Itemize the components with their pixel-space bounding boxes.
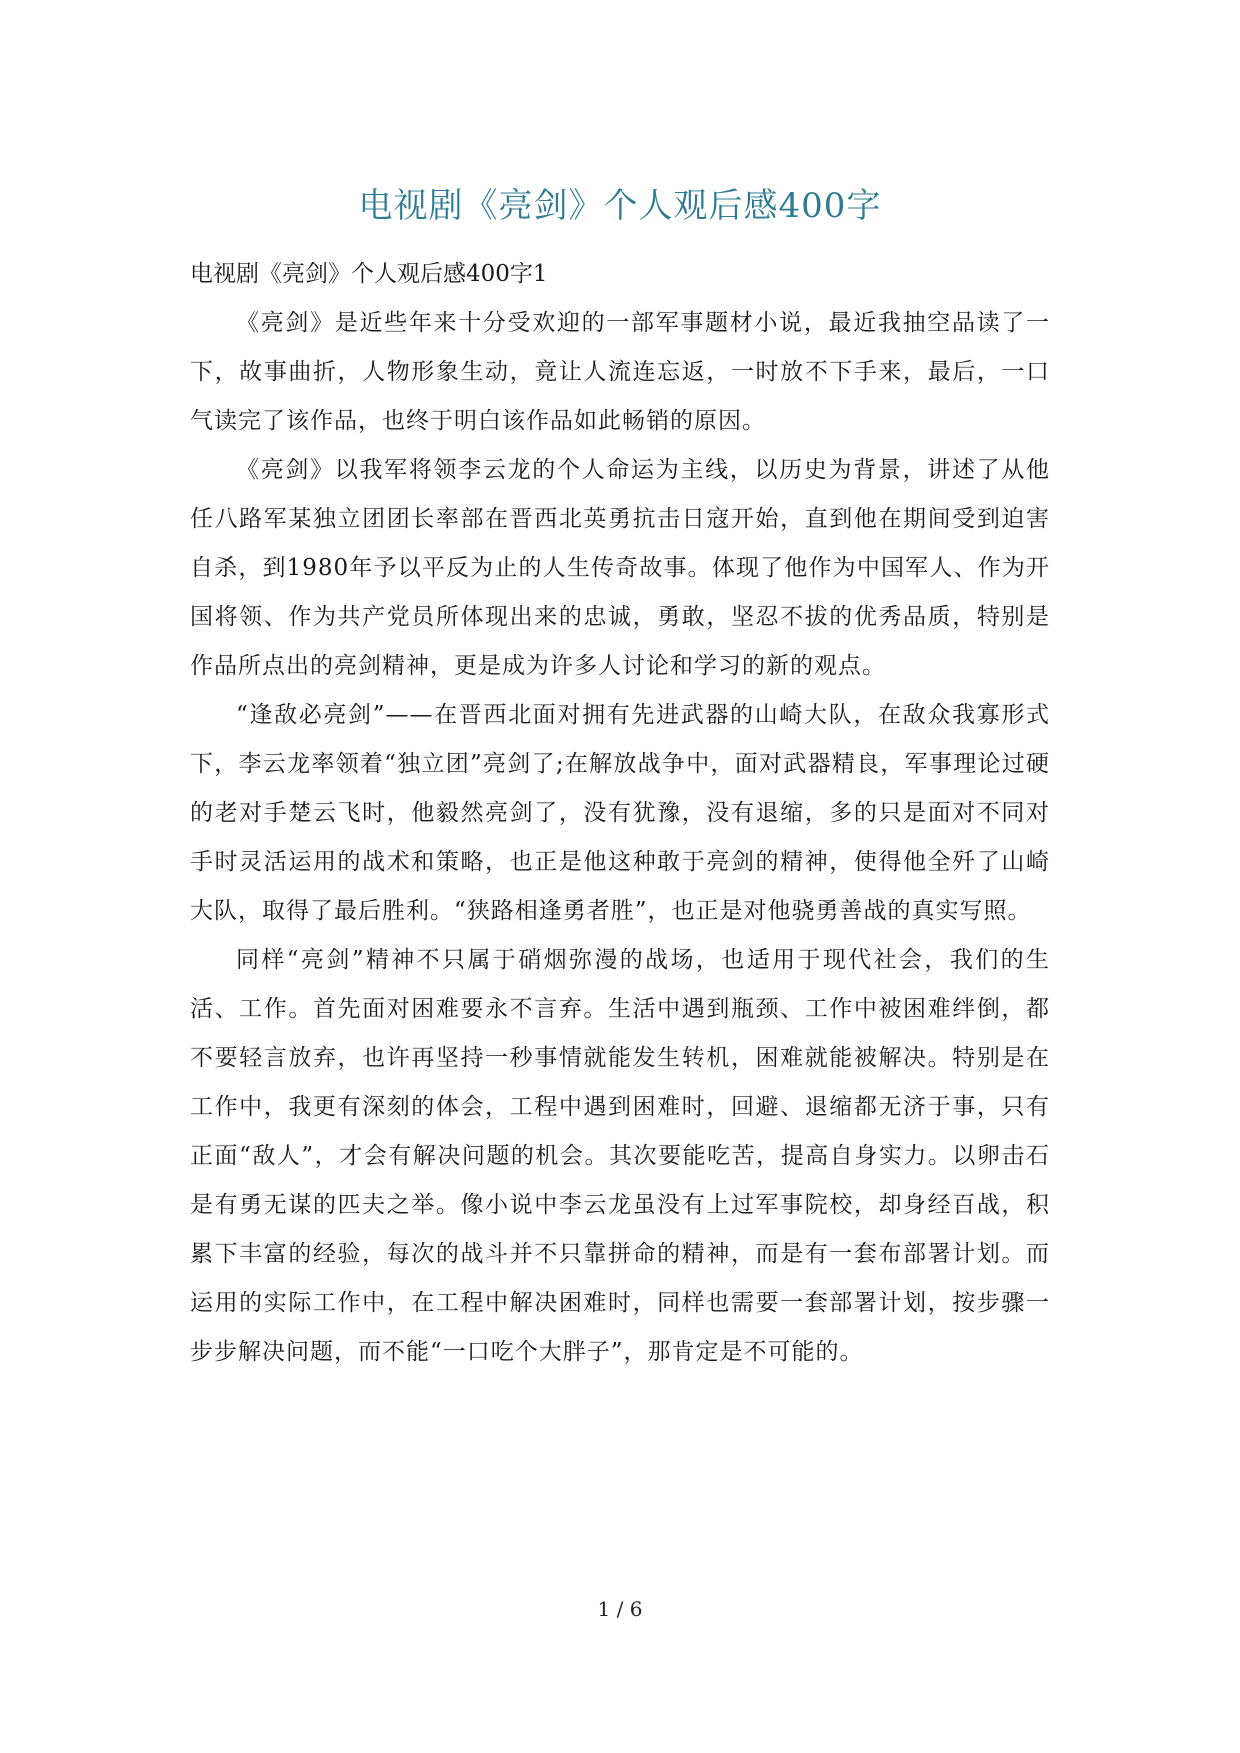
page-number: 1 / 6 <box>597 1597 643 1621</box>
paragraph-4: 同样“亮剑”精神不只属于硝烟弥漫的战场，也适用于现代社会，我们的生活、工作。首先面对困难要永不言弃。生活中遇到瓶颈、工作中被困难绊倒，都不要轻言放弃，也许再坚持一秒事情就能发生转机，困难就能被解决。特别是在工作中，我更有深刻的体会，工程中遇到困难时，回避、退缩都无济于事，只有正面“敌人”，才会有解决问题的机会。其次要能吃苦，提高自身实力。以卵击石是有勇无谋的匹夫之举。像小说中李云龙虽没有上过军事院校，却身经百战，积累下丰富的经验，每次的战斗并不只靠拼命的精神，而是有一套布部署计划。而运用的实际工作中，在工程中解决困难时，同样也需要一套部署计划，按步骤一步步解决问题，而不能“一口吃个大胖子”，那肯定是不可能的。 <box>190 947 1050 1365</box>
section-heading: 电视剧《亮剑》个人观后感400字1 <box>190 261 548 287</box>
paragraph-1: 《亮剑》是近些年来十分受欢迎的一部军事题材小说，最近我抽空品读了一下，故事曲折，人物形象生动，竟让人流连忘返，一时放不下手来，最后，一口气读完了该作品，也终于明白该作品如此畅销的原因。 <box>190 310 1050 434</box>
document-body <box>190 250 1050 1377</box>
document-title: 电视剧《亮剑》个人观后感400字 <box>358 186 882 226</box>
paragraph-3: “逢敌必亮剑”——在晋西北面对拥有先进武器的山崎大队，在敌众我寡形式下，李云龙率领着“独立团”亮剑了;在解放战争中，面对武器精良，军事理论过硬的老对手楚云飞时，他毅然亮剑了，没有犹豫，没有退缩，多的只是面对不同对手时灵活运用的战术和策略，也正是他这种敢于亮剑的精神，使得他全歼了山崎大队，取得了最后胜利。“狭路相逢勇者胜”，也正是对他骁勇善战的真实写照。 <box>190 702 1050 924</box>
paragraph-2: 《亮剑》以我军将领李云龙的个人命运为主线，以历史为背景，讲述了从他任八路军某独立团团长率部在晋西北英勇抗击日寇开始，直到他在期间受到迫害自杀，到1980年予以平反为止的人生传奇故事。体现了他作为中国军人、作为开国将领、作为共产党员所体现出来的忠诚，勇敢，坚忍不拔的优秀品质，特别是作品所点出的亮剑精神，更是成为许多人讨论和学习的新的观点。 <box>190 457 1050 679</box>
